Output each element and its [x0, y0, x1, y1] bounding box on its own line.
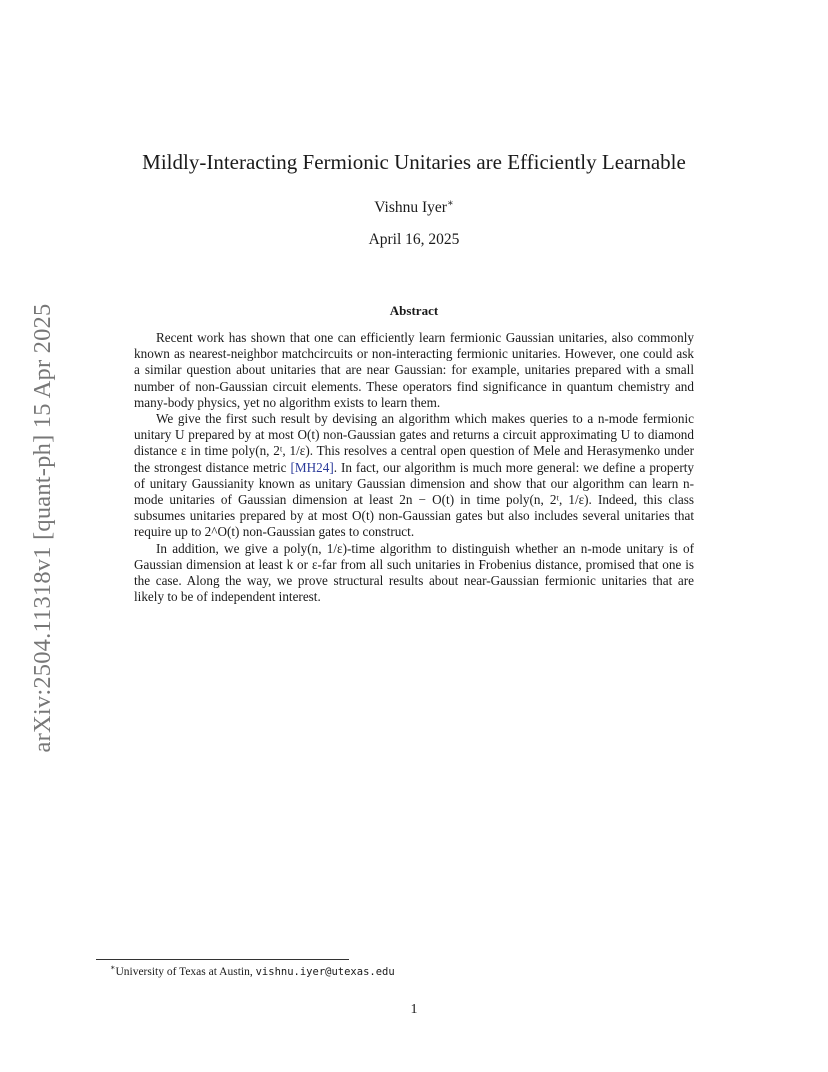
arxiv-identifier: arXiv:2504.11318v1 [quant-ph] 15 Apr 2025	[29, 303, 56, 752]
author-footnote-mark: ∗	[446, 198, 454, 209]
abstract-heading: Abstract	[389, 303, 439, 318]
abstract-paragraph-1: Recent work has shown that one can efficiently learn fermionic Gaussian unitaries, also commonly known as nearest-neighbor matchcircuits or non-interacting fermionic unitaries. However, one could ask a similar question about unitaries that are near Gaussian: for example, unitaries prepared with a small number of non-Gaussian circuit elements. These operators find significance in quantum chemistry and many-body physics, yet no algorithm exists to learn them.	[134, 330, 694, 410]
citation-link-mh24[interactable]: [MH24]	[290, 459, 334, 475]
footnote-mark: ∗	[110, 963, 116, 972]
paper-title: Mildly-Interacting Fermionic Unitaries are Efficiently Learnable	[142, 150, 686, 174]
footnote-email[interactable]: vishnu.iyer@utexas.edu	[255, 965, 395, 978]
paper-date: April 16, 2025	[368, 231, 460, 248]
page-number: 1	[410, 1002, 418, 1017]
abstract-paragraph-2-text-b: . In fact, our algorithm is much more general: we define a property of unitary Gaussianity known as unitary Gaussian dimension and show that our algorithm can learn n-mode unitaries of Gaussian dimension at least 2n − O(t) in time poly(n, 2ᵗ, 1/ε). Indeed, this class subsumes unitaries prepared by at most O(t) non-Gaussian gates but also includes several unitaries that require up to 2^O(t) non-Gaussian gates to construct.	[134, 459, 694, 540]
author-line	[0, 198, 828, 217]
abstract-paragraph-2	[134, 411, 694, 541]
footnote-divider	[96, 959, 349, 960]
arxiv-sidebar-stamp	[23, 275, 63, 780]
abstract-body	[134, 330, 694, 605]
author-name: Vishnu Iyer	[374, 199, 447, 217]
abstract-paragraph-3: In addition, we give a poly(n, 1/ε)-time algorithm to distinguish whether an n-mode unitary is of Gaussian dimension at least k or ε-far from all such unitaries in Frobenius distance, promised that one is the case. Along the way, we prove structural results about near-Gaussian fermionic unitaries that are likely to be of independent interest.	[134, 540, 694, 605]
abstract-paragraph-2-text-a: We give the first such result by devising an algorithm which makes queries to a n-mode fermionic unitary U prepared by at most O(t) non-Gaussian gates and returns a circuit approximating U to diamond distance ε in time poly(n, 2ᵗ, 1/ε). This resolves a central open question of Mele and Herasymenko under the strongest distance metric	[134, 411, 694, 475]
footnote	[110, 963, 395, 978]
footnote-affiliation: University of Texas at Austin,	[115, 965, 256, 978]
